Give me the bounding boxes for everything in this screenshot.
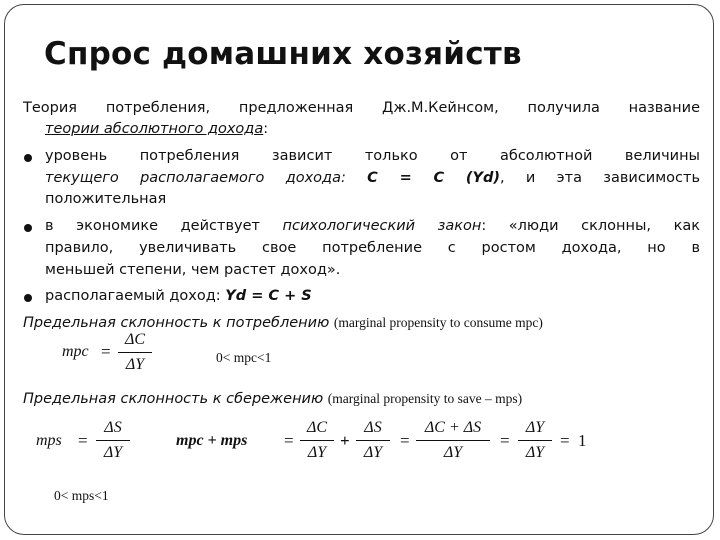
bullet-2-line-2: правило, увеличивать свое потребление с ростом дохода, но в: [45, 240, 700, 256]
mpc-denominator: ΔY: [125, 356, 145, 373]
mpc-lhs: mpc: [62, 343, 89, 360]
mpc-numerator: ΔC: [124, 331, 146, 348]
intro-colon: :: [263, 121, 269, 137]
bullet-2-term: психологический закон: [282, 218, 482, 234]
sum-result: 1: [578, 431, 587, 450]
bullet-dot-3: [24, 294, 32, 302]
mpc-range: 0< mpc<1: [216, 350, 272, 365]
sum-fraction-2: [356, 418, 390, 463]
sum-f4-denominator: ΔY: [525, 444, 545, 461]
intro-line-1: Теория потребления, предложенная Дж.М.Кейнсом, получила название: [23, 100, 700, 116]
bullet-dot-2: [24, 224, 32, 232]
intro-line-2: [45, 119, 645, 140]
bullet-1-formula: C = C (Yd): [367, 170, 500, 186]
sum-equals-1: =: [284, 431, 294, 450]
bullet-dot-1: [24, 154, 32, 162]
intro-term: теории абсолютного дохода: [45, 121, 264, 137]
bullet-1-line-3: положительная: [45, 191, 167, 207]
sum-fraction-4: [518, 418, 552, 463]
bullet-2-text-a: в экономике действует: [45, 218, 260, 234]
slide-title: Спрос домашних хозяйств: [44, 36, 522, 72]
mps-denominator: ΔY: [103, 444, 123, 461]
mpc-heading: Предельная склонность к потреблению: [23, 315, 330, 331]
bullet-3-line: [45, 286, 700, 307]
sum-f1-numerator: ΔC: [306, 419, 328, 436]
mps-heading: Предельная склонность к сбережению: [23, 391, 324, 407]
bullet-3-text: располагаемый доход:: [45, 288, 221, 304]
sum-f1-denominator: ΔY: [307, 444, 327, 461]
sum-equals-3: =: [500, 431, 510, 450]
mps-range: 0< mps<1: [54, 488, 109, 503]
mps-fraction: [96, 418, 130, 463]
sum-f2-denominator: ΔY: [363, 444, 383, 461]
bullet-1-tail: , и эта зависимость: [500, 170, 700, 186]
sum-plus: +: [340, 431, 350, 450]
bullet-1-term: текущего располагаемого дохода:: [45, 170, 346, 186]
mps-numerator: ΔS: [104, 419, 122, 436]
mps-lhs: mps: [36, 432, 62, 449]
sum-equals-2: =: [400, 431, 410, 450]
bullet-1-line-2: [45, 168, 700, 189]
sum-lhs: mpc + mps: [176, 432, 248, 449]
mpc-fraction: [118, 330, 152, 375]
mps-equals: =: [78, 431, 88, 450]
bullet-2-line-1: [45, 216, 700, 237]
sum-f3-denominator: ΔY: [443, 444, 463, 461]
bullet-2-line-3: меньшей степени, чем растет доход».: [45, 262, 341, 278]
sum-equals-4: =: [560, 431, 570, 450]
mps-heading-line: [23, 388, 700, 410]
sum-f4-numerator: ΔY: [525, 419, 545, 436]
bullet-1-line-1: уровень потребления зависит только от абсолютной величины: [45, 148, 700, 164]
bullet-3-formula: Yd = C + S: [225, 288, 312, 304]
mpc-equals: =: [101, 342, 111, 361]
sum-fraction-3: [416, 418, 490, 463]
sum-fraction-1: [300, 418, 334, 463]
mpc-english: (marginal propensity to consume mpc): [333, 315, 543, 330]
bullet-2-text-b: : «люди склонны, как: [481, 218, 700, 234]
sum-f3-numerator: ΔC + ΔS: [424, 419, 482, 436]
mps-english: (marginal propensity to save – mps): [327, 391, 523, 406]
sum-f2-numerator: ΔS: [364, 419, 382, 436]
